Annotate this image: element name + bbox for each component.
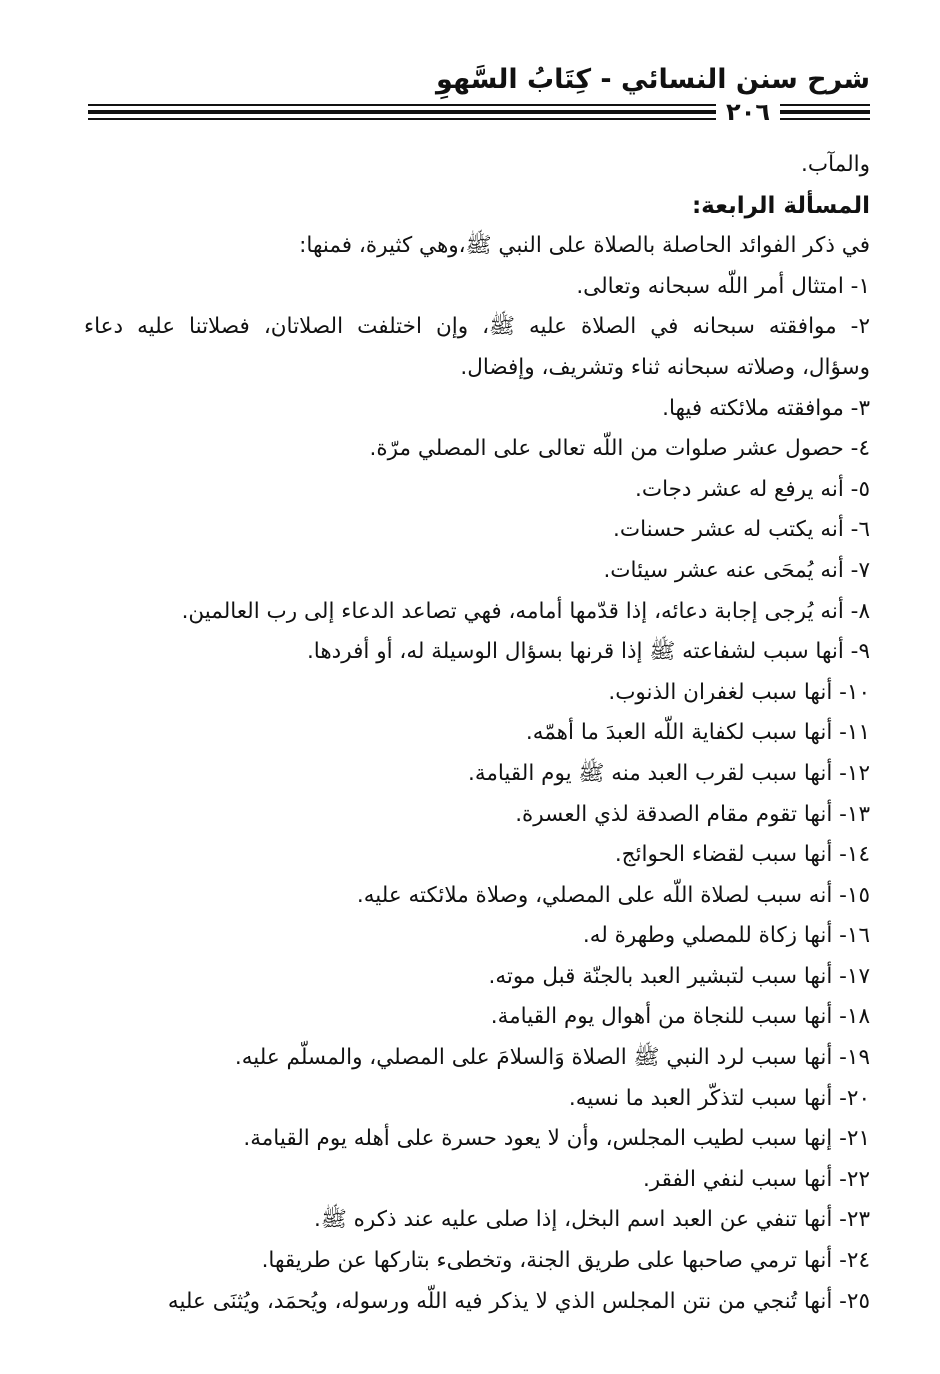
list-item: ٦- أنه يكتب له عشر حسنات. xyxy=(613,517,870,543)
list-item: ١٧- أنها سبب لتبشير العبد بالجنّة قبل موته. xyxy=(488,963,870,989)
list-item: ١٣- أنها تقوم مقام الصدقة لذي العسرة. xyxy=(515,801,870,827)
text-line: في ذكر الفوائد الحاصلة بالصلاة على النبي ﷺ،وهي كثيرة، فمنها: xyxy=(299,233,870,259)
list-item: ٢٠- أنها سبب لتذكّر العبد ما نسيه. xyxy=(568,1085,870,1111)
list-item: ٢٢- أنها سبب لنفي الفقر. xyxy=(642,1166,870,1192)
list-item: ١٨- أنها سبب للنجاة من أهوال يوم القيامة. xyxy=(490,1004,870,1030)
list-item: ١٥- أنه سبب لصلاة اللّه على المصلي، وصلاة ملائكته عليه. xyxy=(356,882,870,908)
list-item: ١٢- أنها سبب لقرب العبد منه ﷺ يوم القيامة. xyxy=(468,760,870,786)
list-item: ١٠- أنها سبب لغفران الذنوب. xyxy=(608,679,870,705)
list-item: ١١- أنها سبب لكفاية اللّه العبدَ ما أهمّه. xyxy=(525,720,870,746)
section-heading: المسألة الرابعة: xyxy=(691,192,870,219)
list-item: ٧- أنه يُمحَى عنه عشر سيئات. xyxy=(603,557,870,583)
list-item: ٢٤- أنها ترمي صاحبها على طريق الجنة، وتخطىء بتاركها عن طريقها. xyxy=(261,1248,870,1274)
list-item: ٢١- إنها سبب لطيب المجلس، وأن لا يعود حسرة على أهله يوم القيامة. xyxy=(243,1126,870,1152)
list-item: ١٤- أنها سبب لقضاء الحوائج. xyxy=(614,842,870,868)
list-item: ١٦- أنها زكاة للمصلي وطهرة له. xyxy=(582,923,870,949)
list-item: ٢- موافقته سبحانه في الصلاة عليه ﷺ، وإن اختلفت الصلاتان، فصلاتنا عليه دعاء xyxy=(84,314,870,340)
list-item: ٣- موافقته ملائكته فيها. xyxy=(662,395,870,421)
list-item: ٩- أنها سبب لشفاعته ﷺ إذا قرنها بسؤال الوسيلة له، أو أفردها. xyxy=(306,639,870,665)
page-number: ٢٠٦ xyxy=(716,98,780,126)
list-item: ١٩- أنها سبب لرد النبي ﷺ الصلاة وَالسلامَ على المصلي، والمسلّم عليه. xyxy=(234,1045,870,1071)
list-item: ٨- أنه يُرجى إجابة دعائه، إذا قدّمها أمامه، فهي تصاعد الدعاء إلى رب العالمين. xyxy=(181,598,870,624)
list-item: ٢٣- أنها تنفي عن العبد اسم البخل، إذا صلى عليه عند ذكره ﷺ. xyxy=(314,1207,870,1233)
list-item: ١- امتثال أمر اللّه سبحانه وتعالى. xyxy=(576,273,870,299)
page-header xyxy=(88,58,870,130)
text-line: والمآب. xyxy=(801,152,870,177)
list-item: ٢٥- أنها تُنجي من نتن المجلس الذي لا يذكر فيه اللّه ورسوله، ويُحمَد، ويُثنَى عليه xyxy=(167,1288,870,1314)
list-item: ٤- حصول عشر صلوات من اللّه تعالى على المصلي مرّة. xyxy=(369,436,870,462)
body-text xyxy=(84,145,870,1322)
running-title: شرح سنن النسائي - كِتَابُ السَّهوِ xyxy=(436,64,870,95)
list-item-continuation: وسؤال، وصلاته سبحانه ثناء وتشريف، وإفضال. xyxy=(460,354,870,380)
list-item: ٥- أنه يرفع له عشر دجات. xyxy=(635,476,870,502)
